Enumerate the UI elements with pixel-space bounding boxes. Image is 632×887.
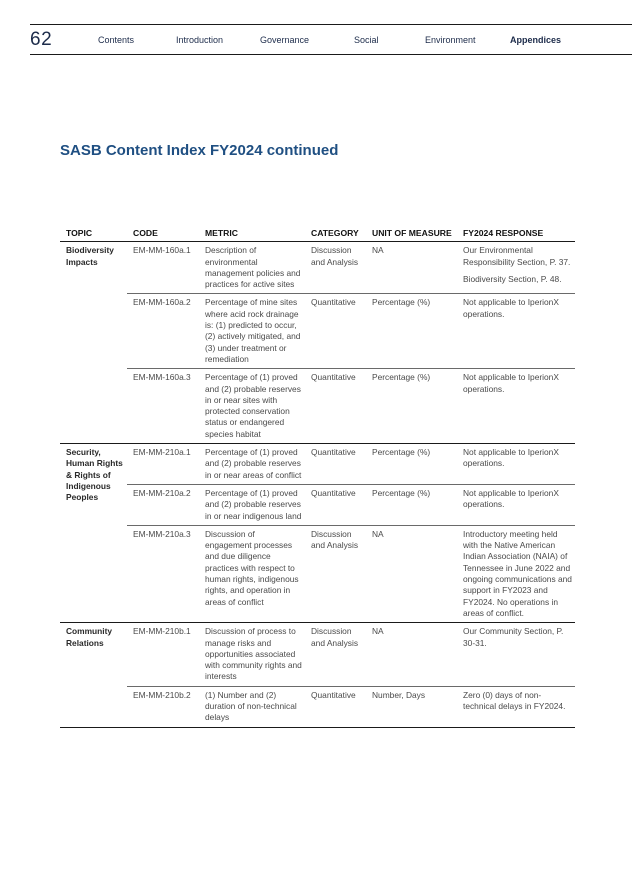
nav-governance[interactable]: Governance	[260, 35, 310, 45]
page-number: 62	[30, 29, 53, 50]
header-bottom-rule	[30, 54, 632, 55]
response-text: Our Environmental Responsibility Section, P. 37.	[463, 245, 571, 267]
topic-cell: Security, Human Rights & Rights of Indigenous Peoples	[60, 444, 127, 623]
metric-cell: Discussion of engagement processes and due diligence practices with respect to human rights, indigenous rights, and operation in areas of conflict	[199, 525, 305, 622]
column-header-code: CODE	[127, 226, 199, 242]
metric-cell: Description of environmental management policies and practices for active sites	[199, 242, 305, 294]
unit-cell: Percentage (%)	[366, 444, 457, 485]
column-header-category: CATEGORY	[305, 226, 366, 242]
category-cell: Quantitative	[305, 444, 366, 485]
metric-cell: Percentage of (1) proved and (2) probable reserves in or near sites with protected conservation status or endangered species habitat	[199, 369, 305, 444]
category-cell: Discussion and Analysis	[305, 525, 366, 622]
metric-cell: (1) Number and (2) duration of non-technical delays	[199, 686, 305, 727]
unit-cell: NA	[366, 242, 457, 294]
code-cell: EM-MM-210a.2	[127, 484, 199, 525]
response-cell: Not applicable to IperionX operations.	[457, 369, 575, 444]
category-cell: Quantitative	[305, 484, 366, 525]
unit-cell: NA	[366, 525, 457, 622]
unit-cell: Percentage (%)	[366, 294, 457, 369]
table-row	[60, 686, 575, 727]
nav-appendices[interactable]: Appendices	[510, 35, 562, 45]
metric-cell: Discussion of process to manage risks and opportunities associated with community rights and interests	[199, 623, 305, 686]
code-cell: EM-MM-160a.1	[127, 242, 199, 294]
table-row	[60, 369, 575, 444]
response-cell: Not applicable to IperionX operations.	[457, 444, 575, 485]
response-cell: Introductory meeting held with the Native American Indian Association (NAIA) of Tennessee in June 2022 and ongoing communications and support in FY2023 and FY2024. No operations in areas of conflict.	[457, 525, 575, 622]
table-row	[60, 242, 575, 294]
response-cell: Our Community Section, P. 30-31.	[457, 623, 575, 686]
category-cell: Quantitative	[305, 294, 366, 369]
nav-social[interactable]: Social	[354, 35, 379, 45]
unit-cell: NA	[366, 623, 457, 686]
metric-cell: Percentage of (1) proved and (2) probable reserves in or near areas of conflict	[199, 444, 305, 485]
sasb-content-table	[60, 226, 575, 728]
category-cell: Discussion and Analysis	[305, 242, 366, 294]
nav-contents[interactable]: Contents	[98, 35, 135, 45]
table-row	[60, 444, 575, 485]
table-row	[60, 623, 575, 686]
unit-cell: Percentage (%)	[366, 369, 457, 444]
category-cell: Quantitative	[305, 686, 366, 727]
response-text: Biodiversity Section, P. 48.	[463, 273, 562, 284]
table-row	[60, 525, 575, 622]
code-cell: EM-MM-210b.2	[127, 686, 199, 727]
column-header-metric: METRIC	[199, 226, 305, 242]
header-top-rule	[30, 24, 632, 25]
code-cell: EM-MM-210a.3	[127, 525, 199, 622]
code-cell: EM-MM-160a.3	[127, 369, 199, 444]
column-header-unit: UNIT OF MEASURE	[366, 226, 457, 242]
response-cell: Zero (0) days of non-technical delays in FY2024.	[457, 686, 575, 727]
category-cell: Discussion and Analysis	[305, 623, 366, 686]
topic-cell: Biodiversity Impacts	[60, 242, 127, 444]
topic-cell: Community Relations	[60, 623, 127, 727]
column-header-response: FY2024 RESPONSE	[457, 226, 575, 242]
column-header-topic: TOPIC	[60, 226, 127, 242]
nav-environment[interactable]: Environment	[425, 35, 476, 45]
table-row	[60, 484, 575, 525]
metric-cell: Percentage of mine sites where acid rock drainage is: (1) predicted to occur, (2) actively mitigated, and (3) under treatment or remediation	[199, 294, 305, 369]
response-cell: Not applicable to IperionX operations.	[457, 484, 575, 525]
nav-introduction[interactable]: Introduction	[176, 35, 224, 45]
code-cell: EM-MM-160a.2	[127, 294, 199, 369]
response-cell: Not applicable to IperionX operations.	[457, 294, 575, 369]
category-cell: Quantitative	[305, 369, 366, 444]
table-row	[60, 294, 575, 369]
code-cell: EM-MM-210b.1	[127, 623, 199, 686]
unit-cell: Percentage (%)	[366, 484, 457, 525]
page-title: SASB Content Index FY2024 continued	[60, 142, 339, 159]
code-cell: EM-MM-210a.1	[127, 444, 199, 485]
metric-cell: Percentage of (1) proved and (2) probable reserves in or near indigenous land	[199, 484, 305, 525]
table-header-row	[60, 226, 575, 242]
unit-cell: Number, Days	[366, 686, 457, 727]
response-cell	[457, 242, 575, 294]
